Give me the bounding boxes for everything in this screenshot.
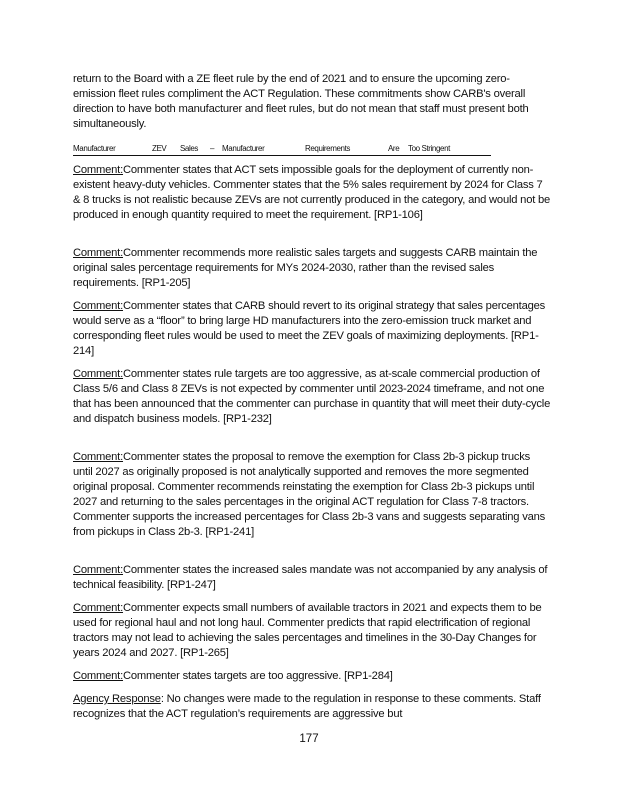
- page-number: 177: [299, 733, 319, 745]
- comment-text: Commenter expects small numbers of available tractors in 2021 and expects them to be used for regional haul and not long haul. Commenter predicts that rapid electrification of regional tractors may not lead to achieving the sales percentages and timelines in the 30-Day Changes for years 2024 and 2027. [RP1-265]: [73, 602, 542, 659]
- heading-word: –: [210, 144, 215, 153]
- heading-word: Too Stringent: [408, 144, 450, 153]
- heading-word: Requirements: [305, 144, 351, 153]
- comment-paragraph: [73, 450, 551, 540]
- comment-text: Commenter states the proposal to remove the exemption for Class 2b-3 pickup trucks until 2027 as originally proposed is not analytically supported and removes the more segmented original proposal. Commenter recommends reinstating the exemption for Class 2b-3 pickups until 2027 and returning to the sales percentages in the original ACT regulation for Class 7-8 tractors. Commenter supports the increased percentages for Class 2b-3 vans and suggests separating vans from pickups in Class 2b-3. [RP1-241]: [73, 451, 546, 538]
- comment-paragraph: [73, 163, 551, 223]
- intro-paragraph: return to the Board with a ZE fleet rule by the end of 2021 and to ensure the upcoming zero-emission fleet rules compliment the ACT Regulation. These commitments show CARB's overall direction to have both manufacturer and fleet rules, but do not mean that staff must present both simultaneously.: [73, 73, 529, 130]
- heading-word: Manufacturer: [222, 144, 265, 153]
- comment-label: Comment:: [73, 670, 124, 682]
- heading-word: ZEV: [152, 144, 167, 153]
- comment-paragraph: [73, 299, 551, 359]
- comment-label: Comment:: [73, 564, 124, 576]
- comment-text: Commenter states targets are too aggressive. [RP1-284]: [123, 670, 393, 682]
- heading-word: Manufacturer: [73, 144, 116, 153]
- comment-label: Comment:: [73, 368, 124, 380]
- comment-paragraph: [73, 246, 551, 291]
- comment-text: Commenter states the increased sales mandate was not accompanied by any analysis of technical feasibility. [RP1-247]: [73, 564, 548, 591]
- comment-label: Comment:: [73, 602, 124, 614]
- comment-paragraph: [73, 367, 551, 427]
- agency-response-label: Agency Response: [73, 693, 161, 705]
- comment-label: Comment:: [73, 247, 124, 259]
- section-heading: [73, 143, 491, 156]
- comment-paragraph: [73, 563, 551, 593]
- agency-response-text: : No changes were made to the regulation in response to these comments. Staff recognizes that the ACT regulation’s requirements are aggressive but: [73, 693, 541, 720]
- agency-response-paragraph: [73, 692, 551, 722]
- comment-text: Commenter states that ACT sets impossible goals for the deployment of currently non-existent heavy-duty vehicles. Commenter states that the 5% sales requirement by 2024 for Class 7 & 8 trucks is not realistic because ZEVs are not currently produced in the category, and would not be produced in enough quantity required to meet the requirement. [RP1-106]: [73, 164, 551, 221]
- comment-text: Commenter recommends more realistic sales targets and suggests CARB maintain the original sales percentage requirements for MYs 2024-2030, rather than the revised sales requirements. [RP1-205]: [73, 247, 538, 289]
- heading-word: Are: [388, 144, 400, 153]
- comment-paragraph: [73, 601, 551, 661]
- comment-label: Comment:: [73, 300, 124, 312]
- comment-text: Commenter states that CARB should revert to its original strategy that sales percentages would serve as a “floor” to bring large HD manufacturers into the zero-emission truck market and corresponding fleet rules would be used to meet the ZEV goals of maximizing deployments. [RP1-214]: [73, 300, 546, 357]
- heading-word: Sales: [180, 144, 199, 153]
- comment-label: Comment:: [73, 451, 124, 463]
- comment-label: Comment:: [73, 164, 124, 176]
- comment-paragraph: [73, 669, 551, 684]
- comment-text: Commenter states rule targets are too aggressive, as at-scale commercial production of Class 5/6 and Class 8 ZEVs is not expected by commenter until 2023-2024 timeframe, and not one that has been announced that the commenter can purchase in quantity that will meet their duty-cycle and dispatch business models. [RP1-232]: [73, 368, 551, 425]
